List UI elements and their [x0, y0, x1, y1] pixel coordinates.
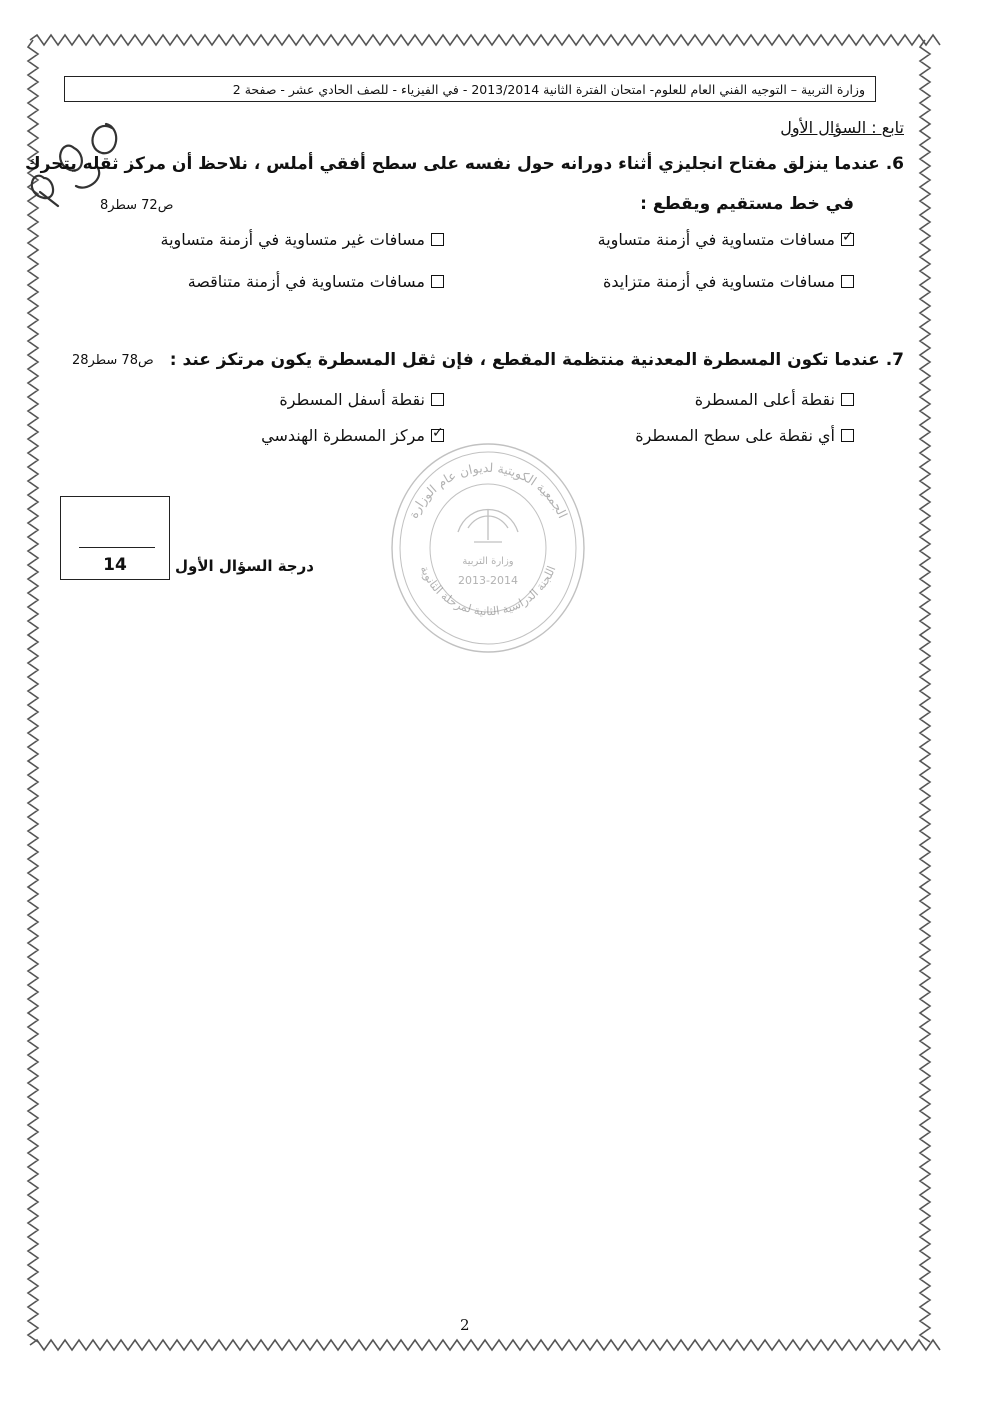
question-6-reference: ص72 سطر8: [100, 198, 174, 213]
grade-box: [60, 496, 170, 580]
stamp-center-text: وزارة التربية: [462, 556, 514, 567]
question-7-option-1[interactable]: [695, 390, 854, 409]
grade-value: 14: [103, 555, 127, 575]
exam-header: [64, 76, 876, 102]
option-label: نقطة أعلى المسطرة: [694, 390, 835, 409]
checkbox-icon[interactable]: [431, 393, 444, 406]
checkbox-icon[interactable]: [841, 393, 854, 406]
checked-checkbox-icon[interactable]: [841, 233, 854, 246]
option-label: أي نقطة على سطح المسطرة: [635, 426, 835, 445]
question-6-option-1[interactable]: [598, 230, 854, 249]
question-7-option-2[interactable]: [279, 390, 444, 409]
question-7-reference: ص78 سطر28: [72, 353, 154, 368]
option-label: مركز المسطرة الهندسي: [261, 426, 425, 445]
question-6-option-3[interactable]: [603, 272, 854, 291]
grade-label: درجة السؤال الأول: [175, 557, 314, 575]
grade-divider: [79, 547, 155, 548]
stamp-bottom-text: اللجنة الدراسية الثانية لمرحلة الثانوية: [417, 563, 559, 619]
checkbox-icon[interactable]: [841, 275, 854, 288]
checkbox-icon[interactable]: [431, 275, 444, 288]
section-title: تابع : السؤال الأول: [780, 118, 904, 137]
page-number: 2: [460, 1316, 470, 1334]
option-label: مسافات متساوية في أزمنة متزايدة: [603, 272, 835, 291]
question-7-option-3[interactable]: [635, 426, 854, 445]
svg-text:اللجنة الدراسية الثانية لمرحلة: [418, 564, 559, 619]
option-label: مسافات متساوية في أزمنة متساوية: [597, 230, 835, 249]
question-6-option-4[interactable]: [188, 272, 444, 291]
option-label: مسافات متساوية في أزمنة متناقصة: [187, 272, 425, 291]
question-6-option-2[interactable]: [161, 230, 445, 249]
question-6-number: 6.: [885, 154, 904, 174]
stamp-year: 2013-2014: [458, 574, 518, 587]
question-6-text: عندما ينزلق مفتاح انجليزي أثناء دورانه حول نفسه على سطح أفقي أملس ، نلاحظ أن مركز ثقله يتحرك: [25, 154, 880, 174]
checkbox-icon[interactable]: [841, 429, 854, 442]
stamp-top-text: الجمعية الكويتية لديوان عام الوزارة: [405, 459, 571, 521]
question-7-line1: [170, 350, 904, 370]
question-6-line1: [25, 154, 904, 174]
question-6-line2: في خط مستقيم ويقطع :: [640, 194, 854, 214]
question-7-text: عندما تكون المسطرة المعدنية منتظمة المقطع ، فإن ثقل المسطرة يكون مرتكز عند :: [169, 350, 880, 370]
option-label: نقطة أسفل المسطرة: [279, 390, 425, 409]
checkbox-icon[interactable]: [431, 233, 444, 246]
ministry-stamp: [388, 432, 588, 654]
question-7-number: 7.: [885, 350, 904, 370]
option-label: مسافات غير متساوية في أزمنة متساوية: [160, 230, 425, 249]
header-text: وزارة التربية – التوجيه الفني العام للعلوم- امتحان الفترة الثانية 2013/2014 - في الفيزياء - للصف الحادي عشر - صفحة 2: [232, 82, 865, 97]
